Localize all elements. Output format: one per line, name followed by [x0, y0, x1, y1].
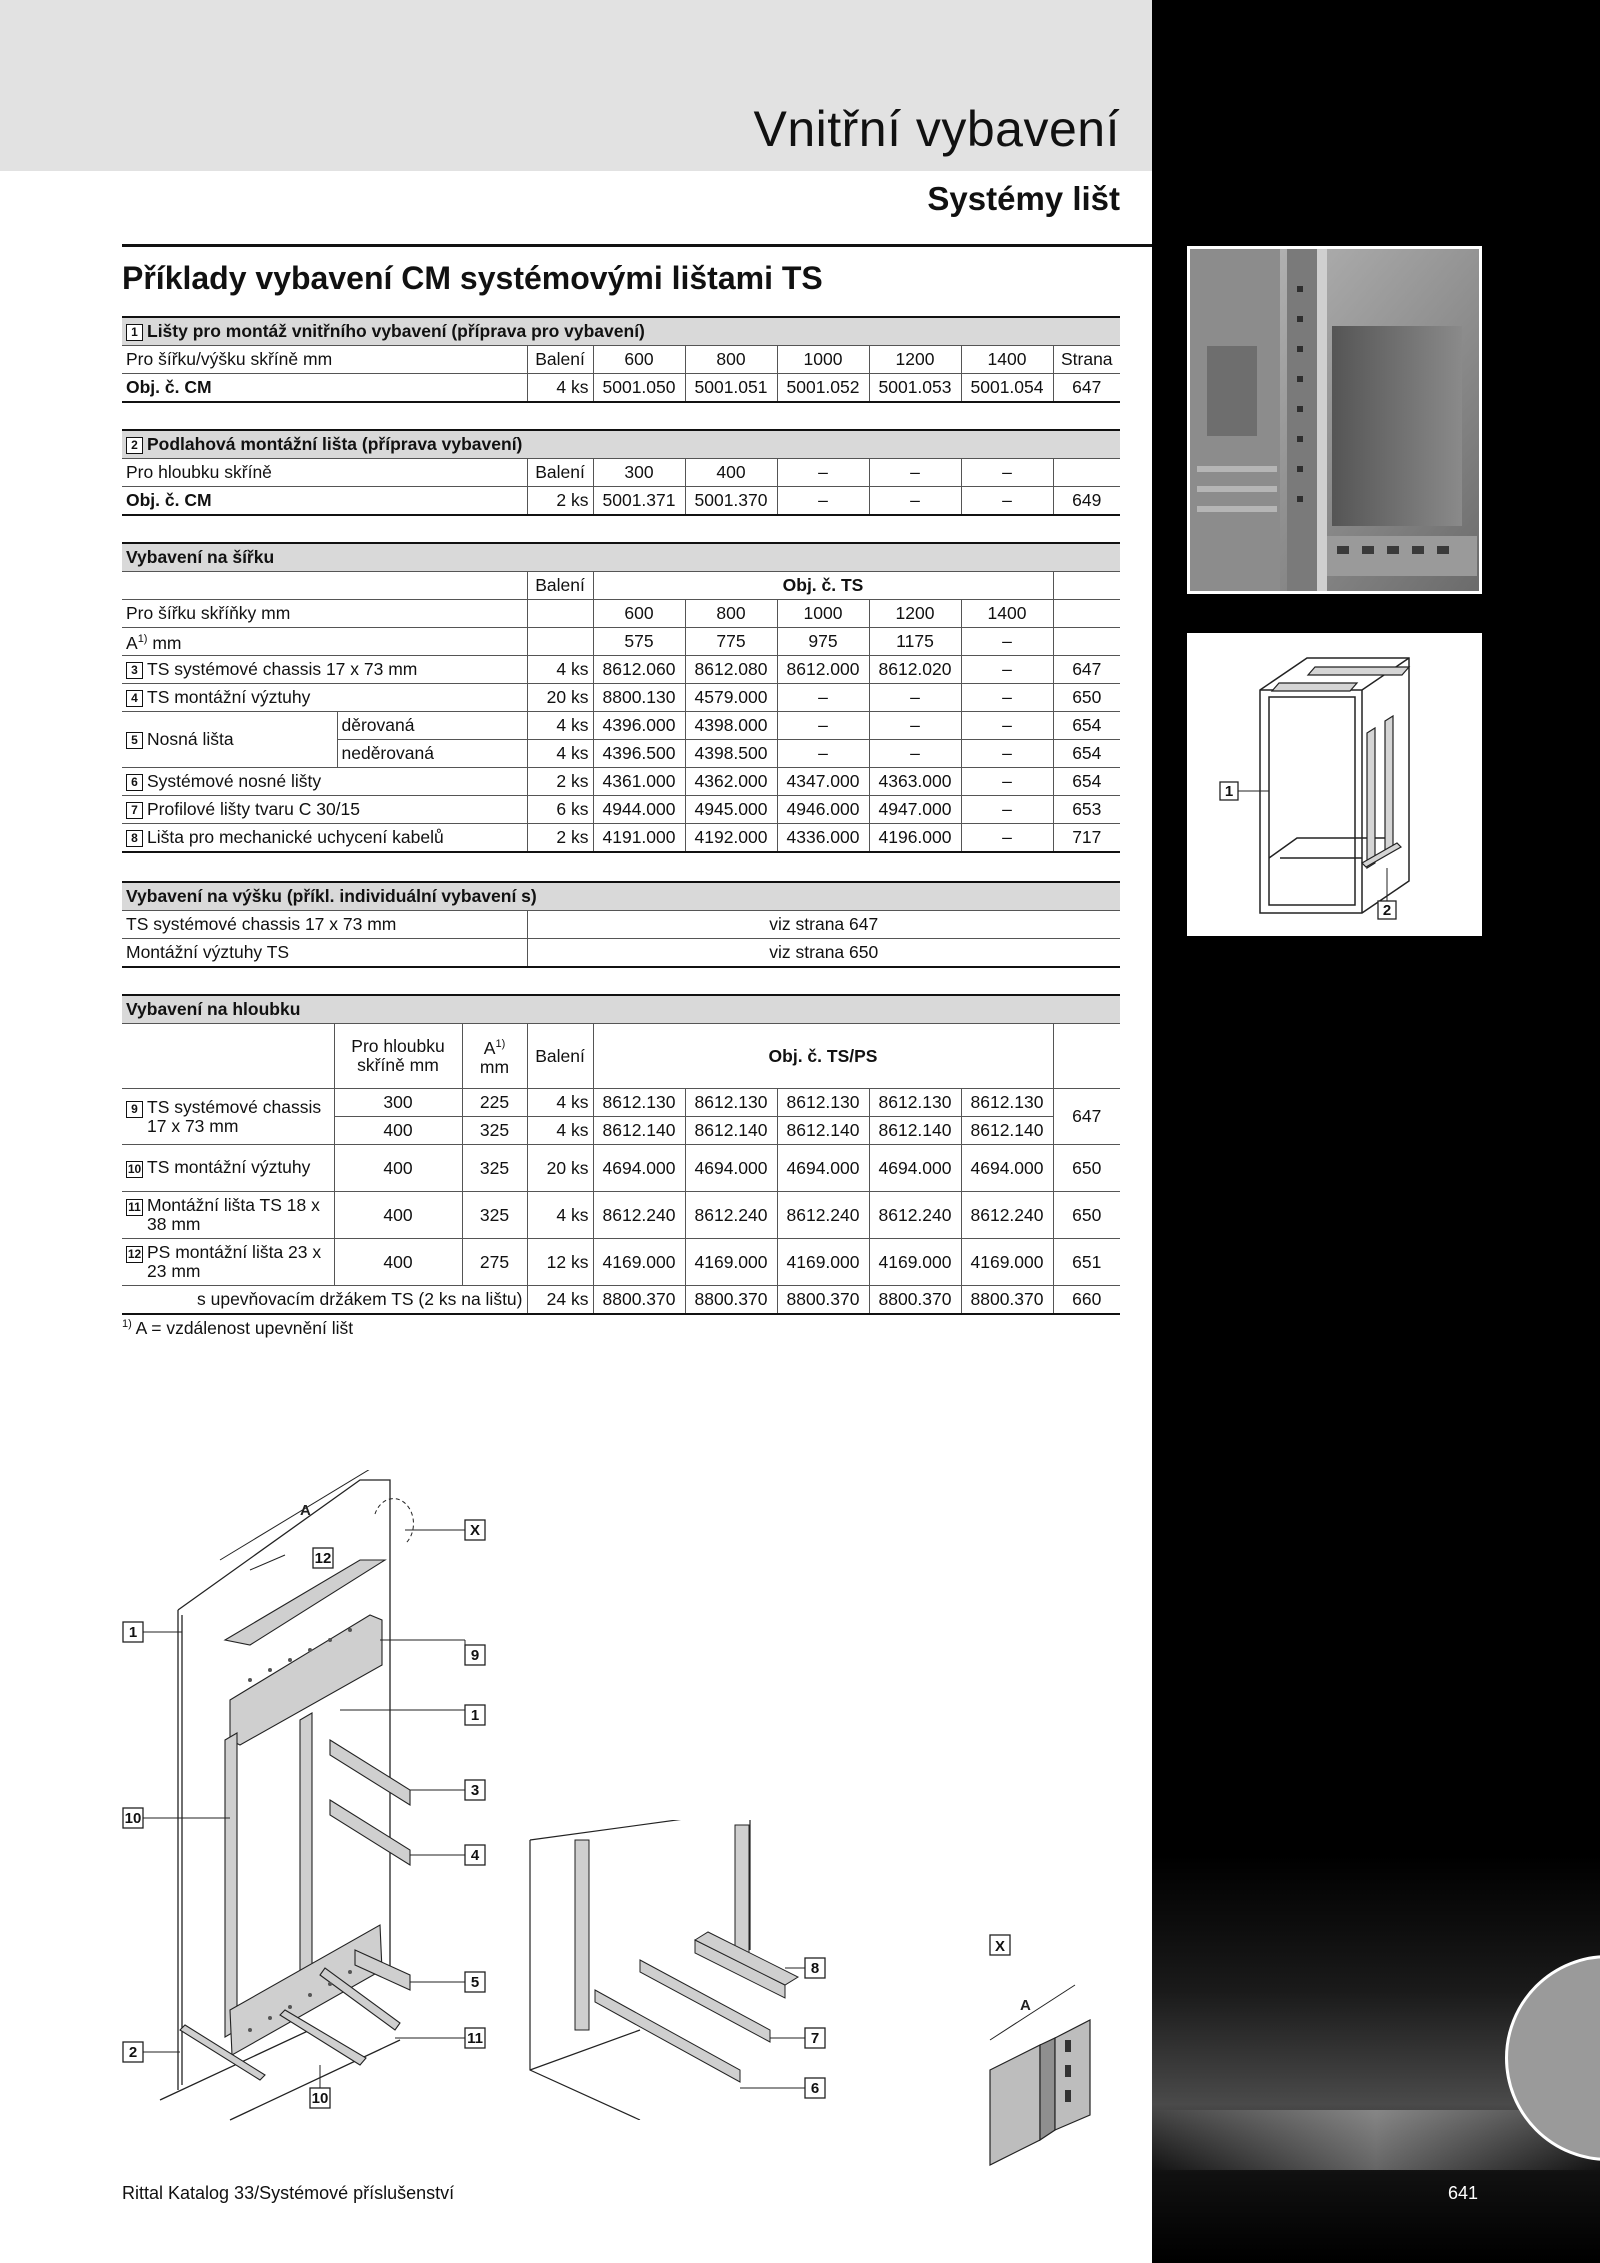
table-cell: 8612.140: [869, 1117, 961, 1145]
table-cell: –: [777, 740, 869, 768]
table-row: [122, 768, 1120, 796]
table-cell: Obj. č. CM: [122, 374, 527, 403]
table-cell: 654: [1053, 712, 1120, 740]
table-cell: s upevňovacím držákem TS (2 ks na lištu): [122, 1286, 527, 1315]
table-header-row: [122, 543, 1120, 572]
rail-system-illustration: [120, 1470, 540, 2130]
table-cell: 225: [462, 1089, 527, 1117]
table-row: [122, 600, 1120, 628]
table-cell: 400: [334, 1192, 462, 1239]
callout-number: 5: [126, 732, 143, 749]
table-cell: 4336.000: [777, 824, 869, 853]
row-label: Lišta pro mechanické uchycení kabelů: [147, 827, 444, 847]
table-cell: 4694.000: [869, 1145, 961, 1192]
table-cell: 653: [1053, 796, 1120, 824]
table-cell: 8612.140: [777, 1117, 869, 1145]
table-cell: 8612.240: [961, 1192, 1053, 1239]
table-cell: [122, 572, 527, 600]
table-cell: 400: [334, 1117, 462, 1145]
callout-3: 3: [470, 1782, 480, 1799]
table-height-equipment: [122, 881, 1120, 968]
callout-12: 12: [314, 1550, 332, 1567]
table-cell: [122, 1192, 334, 1239]
callout-number: 10: [127, 1162, 142, 1176]
table-cell: 325: [462, 1192, 527, 1239]
table-cell: 8612.130: [777, 1089, 869, 1117]
section-heading: Příklady vybavení CM systémovými lištami TS: [122, 260, 823, 296]
table-cell: 5001.053: [869, 374, 961, 403]
table-title: Podlahová montážní lišta (příprava vybavení): [147, 434, 523, 454]
table-cell: 4396.000: [593, 712, 685, 740]
table-cell: 4694.000: [593, 1145, 685, 1192]
row-label: Systémové nosné lišty: [147, 771, 322, 791]
table-cell: 4169.000: [869, 1239, 961, 1286]
table-cell: –: [961, 628, 1053, 656]
table-cell: –: [961, 740, 1053, 768]
table-cell: 8800.370: [869, 1286, 961, 1315]
table-cell: 4169.000: [685, 1239, 777, 1286]
table-cell: 8612.130: [685, 1089, 777, 1117]
table-cell: 4191.000: [593, 824, 685, 853]
table-cell: [122, 1239, 334, 1286]
callout-number: 8: [126, 830, 143, 847]
table-header-row: [122, 317, 1120, 346]
table-title: Vybavení na šířku: [126, 547, 275, 567]
table-cell: –: [869, 712, 961, 740]
table-cell: 4944.000: [593, 796, 685, 824]
table-cell: 1000: [777, 600, 869, 628]
callout-10b: 10: [311, 2090, 329, 2107]
footnote: [122, 1318, 353, 1339]
table-title: Vybavení na výšku (příkl. individuální vybavení s): [126, 886, 537, 906]
table-width-equipment: [122, 542, 1120, 853]
product-photo: [1187, 246, 1482, 594]
diagram-callout-1: 1: [1224, 783, 1234, 800]
a-label: A: [126, 632, 138, 653]
table-cell: viz strana 647: [527, 911, 1120, 939]
table-cell: 650: [1053, 684, 1120, 712]
unit-label: mm: [147, 632, 182, 653]
table-row: [122, 939, 1120, 968]
table-cell: 8800.370: [777, 1286, 869, 1315]
table-cell: –: [869, 740, 961, 768]
table-cell: 647: [1053, 656, 1120, 684]
table-cell: 24 ks: [527, 1286, 593, 1315]
table-cell: 8612.020: [869, 656, 961, 684]
callout-4: 4: [470, 1847, 480, 1864]
table-cell: 8612.240: [777, 1192, 869, 1239]
table-cell: [122, 628, 527, 656]
table-cell: 4945.000: [685, 796, 777, 824]
table-cell: [1053, 572, 1120, 600]
table-cell: 600: [593, 600, 685, 628]
table-cell: 649: [1053, 487, 1120, 516]
table-cell: 4192.000: [685, 824, 777, 853]
table-cell: Obj. č. CM: [122, 487, 527, 516]
table-cell: 1400: [961, 346, 1053, 374]
table-cell: [122, 1145, 334, 1192]
table-cell: 8612.080: [685, 656, 777, 684]
row-label: TS montážní výztuhy: [147, 1157, 311, 1177]
table-cell: 20 ks: [527, 1145, 593, 1192]
table-cell: [1053, 600, 1120, 628]
table-cell: Balení: [527, 1024, 593, 1089]
table-cell: 4 ks: [527, 374, 593, 403]
page-title: Vnitřní vybavení: [753, 101, 1120, 157]
table-row: [122, 1145, 1120, 1192]
table-cell: –: [869, 459, 961, 487]
table-cell: 8612.000: [777, 656, 869, 684]
row-label: Montážní lišta TS 18 x 38 mm: [147, 1195, 320, 1234]
table-cell: 4169.000: [961, 1239, 1053, 1286]
table-cell: 4 ks: [527, 656, 593, 684]
table-cell: 600: [593, 346, 685, 374]
table-title: Lišty pro montáž vnitřního vybavení (příprava pro vybavení): [147, 321, 645, 341]
detail-callout-x: X: [994, 1938, 1006, 1955]
row-label: TS systémové chassis 17 x 73 mm: [147, 659, 418, 679]
table-cell: 650: [1053, 1145, 1120, 1192]
table-rails-interior: [122, 316, 1120, 403]
table-cell: –: [961, 824, 1053, 853]
table-cell: 975: [777, 628, 869, 656]
callout-number: 9: [126, 1101, 143, 1118]
table-row: [122, 911, 1120, 939]
row-label: TS montážní výztuhy: [147, 687, 311, 707]
table-cell: 400: [334, 1145, 462, 1192]
table-header-row: [122, 430, 1120, 459]
table-cell: –: [777, 487, 869, 516]
table-row: [122, 1192, 1120, 1239]
callout-number: 7: [126, 802, 143, 819]
table-cell: 4196.000: [869, 824, 961, 853]
table-depth-equipment: [122, 994, 1120, 1315]
table-cell: 775: [685, 628, 777, 656]
table-cell: děrovaná: [337, 712, 527, 740]
table-cell: –: [961, 796, 1053, 824]
footnote-text: A = vzdálenost upevnění lišt: [131, 1318, 354, 1338]
cabinet-diagram: [1187, 633, 1482, 936]
table-cell: 650: [1053, 1192, 1120, 1239]
table-row: [122, 487, 1120, 516]
table-cell: 275: [462, 1239, 527, 1286]
table-cell: 4398.000: [685, 712, 777, 740]
detail-dimension-a: A: [1020, 1997, 1031, 2014]
table-cell: TS systémové chassis 17 x 73 mm: [122, 911, 527, 939]
callout-number: 4: [126, 690, 143, 707]
row-label: PS montážní lišta 23 x 23 mm: [147, 1242, 322, 1281]
table-cell: 660: [1053, 1286, 1120, 1315]
callout-number: 2: [126, 437, 143, 454]
table-cell: –: [869, 684, 961, 712]
table-cell: 647: [1053, 374, 1120, 403]
table-row: [122, 1239, 1120, 1286]
cable-rail-illustration: [520, 1820, 840, 2120]
table-row: [122, 374, 1120, 403]
table-row: [122, 796, 1120, 824]
table-row: [122, 572, 1120, 600]
table-cell: [122, 768, 527, 796]
table-cell: Montážní výztuhy TS: [122, 939, 527, 968]
table-cell: 8800.370: [961, 1286, 1053, 1315]
table-cell: [122, 1089, 334, 1145]
table-cell: [1053, 459, 1120, 487]
table-cell: 20 ks: [527, 684, 593, 712]
callout-x: X: [469, 1522, 481, 1539]
table-cell: 8612.130: [869, 1089, 961, 1117]
page-subtitle: Systémy lišt: [927, 180, 1120, 217]
table-cell: –: [869, 487, 961, 516]
table-cell: [462, 1024, 527, 1089]
table-cell: 6 ks: [527, 796, 593, 824]
table-row: [122, 712, 1120, 740]
table-cell: 8612.240: [869, 1192, 961, 1239]
a-label: A: [483, 1037, 496, 1058]
callout-9: 9: [470, 1647, 480, 1664]
table-header-row: [122, 995, 1120, 1024]
table-cell: Pro hloubku skříně mm: [334, 1024, 462, 1089]
table-cell: 2 ks: [527, 487, 593, 516]
table-cell: –: [961, 656, 1053, 684]
table-cell: 717: [1053, 824, 1120, 853]
table-cell: [1053, 1024, 1120, 1089]
footer-page-number: 641: [1448, 2183, 1479, 2203]
table-cell: Obj. č. TS/PS: [593, 1024, 1053, 1089]
callout-5: 5: [470, 1974, 480, 1991]
table-cell: Balení: [527, 459, 593, 487]
table-cell: 654: [1053, 740, 1120, 768]
table-row: [122, 628, 1120, 656]
table-row: [122, 684, 1120, 712]
table-cell: 1400: [961, 600, 1053, 628]
callout-6: 6: [810, 2080, 820, 2097]
table-cell: [122, 1024, 334, 1089]
callout-11: 11: [467, 2030, 483, 2047]
table-cell: 12 ks: [527, 1239, 593, 1286]
table-title: Vybavení na hloubku: [126, 999, 301, 1019]
table-cell: 1175: [869, 628, 961, 656]
table-row: [122, 1024, 1120, 1089]
table-cell: 800: [685, 346, 777, 374]
table-row: [122, 656, 1120, 684]
callout-number: 11: [126, 1199, 143, 1216]
table-cell: –: [961, 459, 1053, 487]
table-cell: 4363.000: [869, 768, 961, 796]
callout-1: 1: [128, 1624, 138, 1641]
table-cell: 325: [462, 1145, 527, 1192]
table-cell: 8612.140: [685, 1117, 777, 1145]
table-cell: 4362.000: [685, 768, 777, 796]
table-cell: [1053, 628, 1120, 656]
footer-catalog: Rittal Katalog 33/Systémové příslušenství: [122, 2183, 455, 2203]
table-cell: 8612.060: [593, 656, 685, 684]
table-cell: 8612.240: [593, 1192, 685, 1239]
table-cell: 4 ks: [527, 712, 593, 740]
dimension-label-a: A: [300, 1502, 311, 1519]
table-cell: [527, 600, 593, 628]
table-cell: 5001.052: [777, 374, 869, 403]
table-cell: –: [961, 768, 1053, 796]
table-cell: [122, 712, 337, 768]
table-cell: 4398.500: [685, 740, 777, 768]
table-cell: 325: [462, 1117, 527, 1145]
table-cell: 4694.000: [961, 1145, 1053, 1192]
table-cell: –: [777, 684, 869, 712]
unit-label: mm: [479, 1056, 510, 1077]
table-cell: [122, 796, 527, 824]
table-cell: Pro šířku/výšku skříně mm: [122, 346, 527, 374]
table-cell: 8612.130: [961, 1089, 1053, 1117]
table-cell: 4169.000: [777, 1239, 869, 1286]
diagram-callout-2: 2: [1382, 902, 1392, 919]
table-cell: 300: [334, 1089, 462, 1117]
table-cell: 400: [685, 459, 777, 487]
table-cell: 4 ks: [527, 1089, 593, 1117]
table-row: [122, 1286, 1120, 1315]
table-floor-rail: [122, 429, 1120, 516]
footnote-marker: 1): [122, 1318, 132, 1331]
table-cell: Pro hloubku skříně: [122, 459, 527, 487]
table-cell: 654: [1053, 768, 1120, 796]
table-cell: neděrovaná: [337, 740, 527, 768]
table-cell: –: [777, 712, 869, 740]
callout-number: 3: [126, 662, 143, 679]
table-cell: –: [961, 712, 1053, 740]
row-label: Nosná lišta: [147, 729, 234, 749]
table-cell: 8800.370: [685, 1286, 777, 1315]
table-cell: 5001.371: [593, 487, 685, 516]
table-cell: 5001.050: [593, 374, 685, 403]
table-cell: 1200: [869, 346, 961, 374]
table-cell: 300: [593, 459, 685, 487]
table-cell: Obj. č. TS: [593, 572, 1053, 600]
row-label: TS systémové chassis 17 x 73 mm: [147, 1096, 322, 1136]
table-cell: 4 ks: [527, 740, 593, 768]
table-cell: 4579.000: [685, 684, 777, 712]
table-cell: 2 ks: [527, 768, 593, 796]
table-cell: 8612.130: [593, 1089, 685, 1117]
table-cell: 8612.140: [593, 1117, 685, 1145]
table-cell: 575: [593, 628, 685, 656]
table-cell: Balení: [527, 346, 593, 374]
table-cell: 1000: [777, 346, 869, 374]
table-cell: 4347.000: [777, 768, 869, 796]
callout-2: 2: [128, 2044, 138, 2061]
callout-number: 12: [127, 1247, 142, 1261]
table-row: [122, 824, 1120, 853]
table-cell: 4169.000: [593, 1239, 685, 1286]
table-header-row: [122, 882, 1120, 911]
table-row: [122, 346, 1120, 374]
callout-8: 8: [810, 1960, 820, 1977]
table-cell: 4694.000: [777, 1145, 869, 1192]
table-cell: 1200: [869, 600, 961, 628]
table-cell: 4 ks: [527, 1117, 593, 1145]
table-cell: 800: [685, 600, 777, 628]
table-cell: 5001.051: [685, 374, 777, 403]
table-row: [122, 459, 1120, 487]
table-cell: [122, 824, 527, 853]
callout-1b: 1: [470, 1707, 480, 1724]
table-row: [122, 1089, 1120, 1117]
table-cell: Pro šířku skříňky mm: [122, 600, 527, 628]
table-cell: [122, 684, 527, 712]
table-cell: 4361.000: [593, 768, 685, 796]
table-cell: 647: [1053, 1089, 1120, 1145]
table-cell: Strana: [1053, 346, 1120, 374]
table-cell: 4396.500: [593, 740, 685, 768]
table-cell: 8800.370: [593, 1286, 685, 1315]
table-cell: 651: [1053, 1239, 1120, 1286]
header-rule: [122, 244, 1152, 247]
callout-number: 6: [126, 774, 143, 791]
table-cell: 4947.000: [869, 796, 961, 824]
table-cell: 4694.000: [685, 1145, 777, 1192]
table-cell: –: [961, 684, 1053, 712]
row-label: Profilové lišty tvaru C 30/15: [147, 799, 361, 819]
table-cell: –: [777, 459, 869, 487]
table-cell: 5001.054: [961, 374, 1053, 403]
detail-x-illustration: [980, 1930, 1110, 2170]
table-cell: 2 ks: [527, 824, 593, 853]
callout-10: 10: [124, 1810, 142, 1827]
table-cell: 4 ks: [527, 1192, 593, 1239]
table-cell: [122, 656, 527, 684]
footnote-marker: 1): [495, 1038, 506, 1051]
table-cell: 5001.370: [685, 487, 777, 516]
callout-7: 7: [810, 2030, 820, 2047]
table-cell: 8612.140: [961, 1117, 1053, 1145]
table-cell: 8612.240: [685, 1192, 777, 1239]
table-cell: 8800.130: [593, 684, 685, 712]
table-cell: [527, 628, 593, 656]
table-cell: Balení: [527, 572, 593, 600]
callout-number: 1: [126, 324, 143, 341]
table-cell: –: [961, 487, 1053, 516]
footnote-marker: 1): [137, 633, 148, 646]
table-cell: 4946.000: [777, 796, 869, 824]
table-cell: viz strana 650: [527, 939, 1120, 968]
table-cell: 400: [334, 1239, 462, 1286]
